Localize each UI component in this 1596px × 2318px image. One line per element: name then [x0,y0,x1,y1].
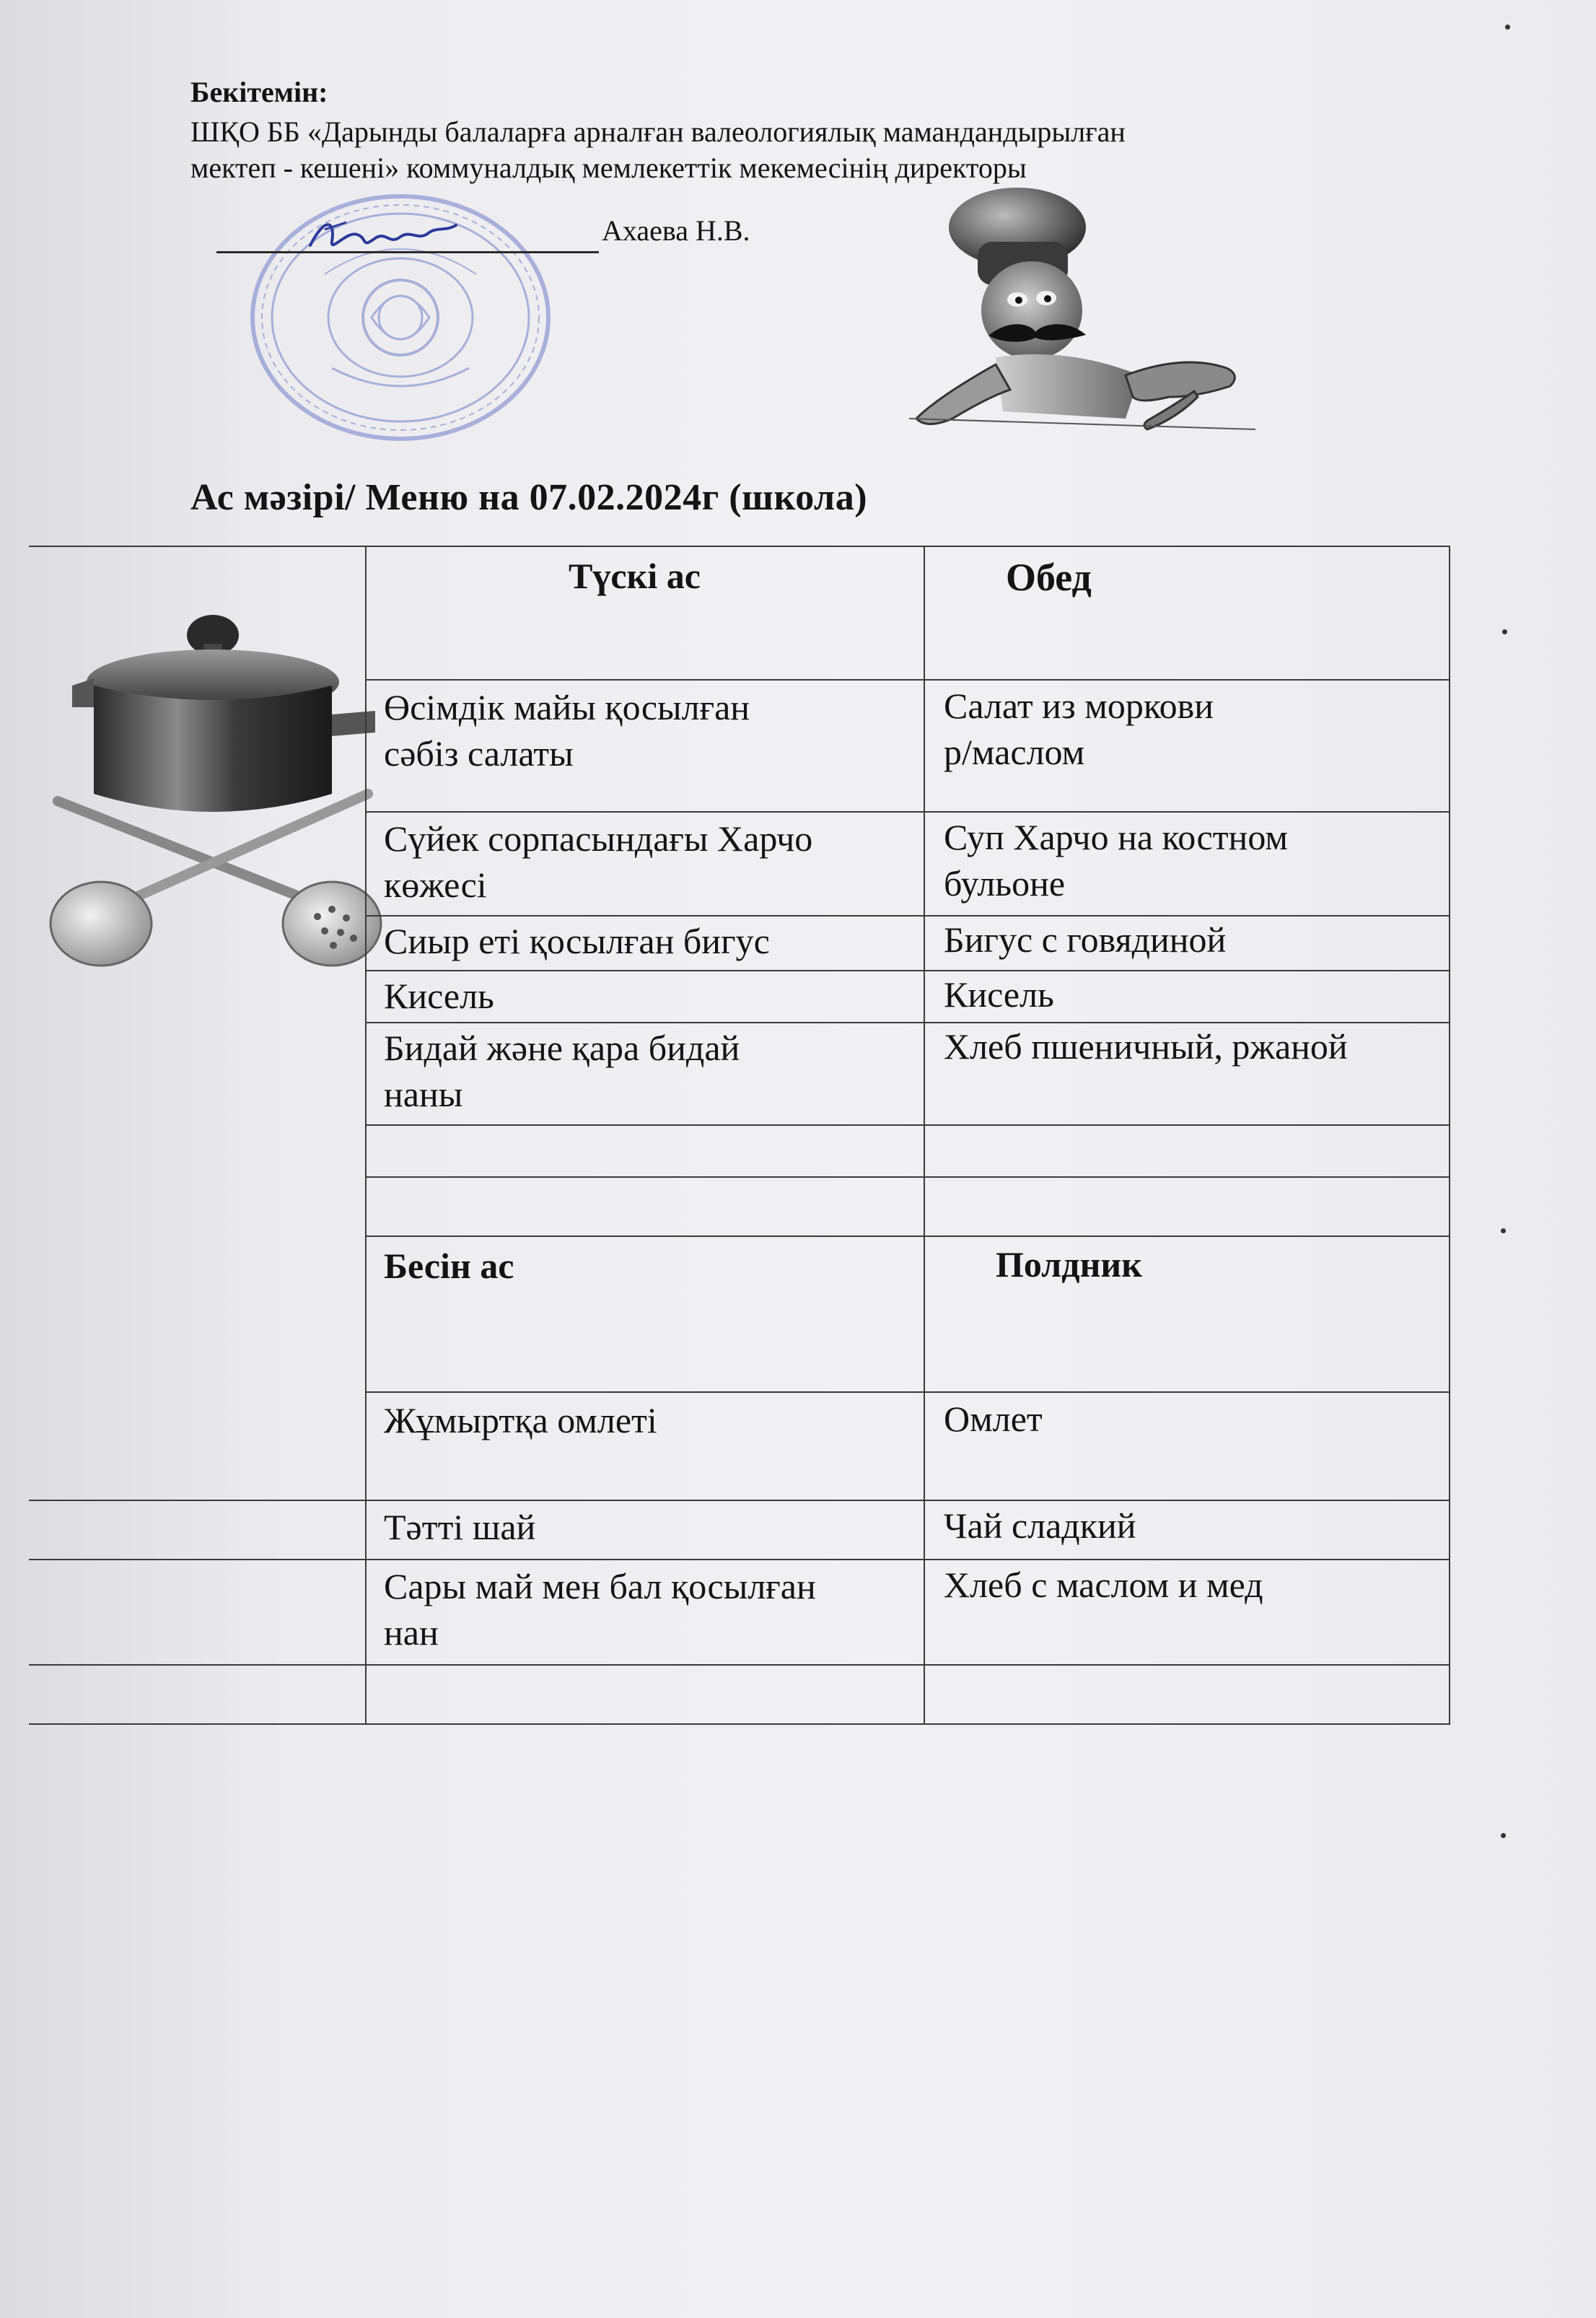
menu-table [29,546,1450,1725]
snack-item-1-ru: Омлет [944,1399,1043,1439]
approve-label: Бекітемін: [190,76,328,108]
lunch-item-4-ru: Кисель [944,974,1054,1015]
snack-heading-kz: Бесін ас [384,1246,514,1286]
lunch-item-1-kz: Өсімдік майы қосылған сәбіз салаты [384,687,750,774]
snack-item-1-kz: Жұмыртқа омлеті [384,1400,657,1440]
snack-heading-ru: Полдник [996,1244,1143,1285]
lunch-item-3-kz: Сиыр еті қосылған бигус [384,921,770,961]
scan-speck [1501,1228,1506,1233]
scan-speck [1502,629,1507,634]
snack-item-3-kz: Сары май мен бал қосылған нан [384,1566,816,1653]
lunch-item-3-ru: Бигус с говядиной [944,919,1227,960]
signature-line [216,251,599,253]
menu-title: Ас мәзірі/ Меню на 07.02.2024г (школа) [190,477,868,518]
lunch-item-4-kz: Кисель [384,976,494,1016]
director-name: Ахаева Н.В. [602,214,750,247]
snack-item-2-ru: Чай сладкий [944,1505,1136,1546]
lunch-heading-ru: Обед [1006,556,1092,599]
lunch-item-2-kz: Сүйек сорпасындағы Харчо көжесі [384,818,813,905]
lunch-item-5-ru: Хлеб пшеничный, ржаной [944,1026,1348,1067]
org-line-1: ШҚО ББ «Дарынды балаларға арналған валеологиялық мамандандырылған [190,115,1126,148]
snack-item-2-kz: Тәтті шай [384,1507,536,1547]
approving-organization [190,114,1489,186]
snack-item-3-ru: Хлеб с маслом и мед [944,1565,1263,1605]
scan-speck [1505,25,1510,30]
chef-icon [909,180,1255,455]
lunch-item-5-kz: Бидай және қара бидай наны [384,1028,740,1114]
lunch-item-2-ru: Суп Харчо на костном бульоне [944,817,1289,904]
scan-speck [1501,1833,1506,1838]
lunch-item-1-ru: Салат из моркови р/маслом [944,686,1214,772]
org-line-2: мектеп - кешені» коммуналдық мемлекеттік мекемесінің директоры [190,152,1027,184]
lunch-heading-kz: Түскі ас [569,556,701,596]
